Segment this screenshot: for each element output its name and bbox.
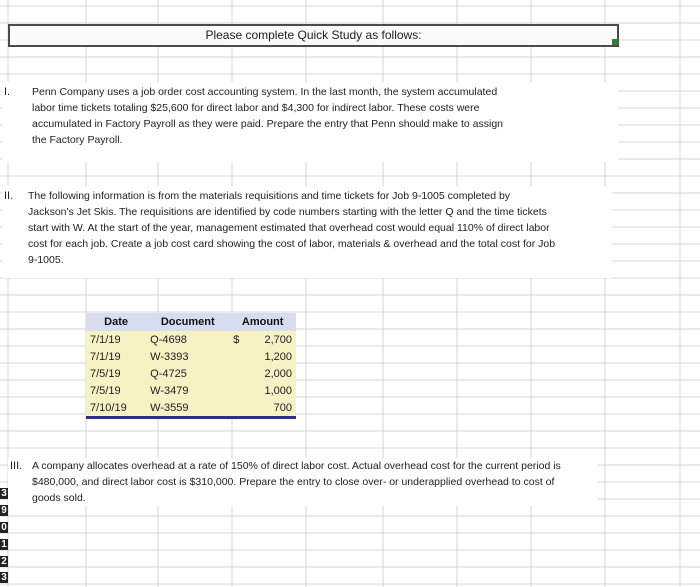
question-2-cell[interactable] <box>2 186 612 278</box>
question-2-line: The following information is from the materials requisitions and time tickets for Job 9-1005 completed by <box>28 190 511 202</box>
question-3-cell[interactable] <box>8 458 598 506</box>
table-row[interactable] <box>86 365 296 382</box>
job-requisitions-table <box>86 313 296 419</box>
amount-value: 2,700 <box>264 333 292 346</box>
table-row[interactable] <box>86 331 296 348</box>
table-row[interactable] <box>86 399 296 418</box>
row-header[interactable]: 1 <box>1 539 7 550</box>
date-cell[interactable]: 7/10/19 <box>86 399 146 418</box>
question-2-number: II. <box>4 190 14 202</box>
row-header[interactable]: 3 <box>1 488 7 499</box>
row-header[interactable]: 0 <box>1 522 7 533</box>
question-1-line: labor time tickets totaling $25,600 for direct labor and $4,300 for indirect labor. These costs were <box>32 102 480 114</box>
question-2-line: cost for each job. Create a job cost card showing the cost of labor, materials & overhead and the total cost for Job <box>28 238 556 250</box>
document-cell[interactable]: W-3559 <box>146 399 229 418</box>
question-1-number: I. <box>4 86 11 98</box>
amount-cell[interactable]: 1,000 <box>229 382 296 399</box>
selection-handle[interactable] <box>612 39 618 45</box>
row-header[interactable]: 3 <box>1 572 7 583</box>
date-cell[interactable]: 7/5/19 <box>86 365 146 382</box>
date-cell[interactable]: 7/5/19 <box>86 382 146 399</box>
amount-cell[interactable]: 1,200 <box>229 348 296 365</box>
question-3-number: III. <box>10 460 23 472</box>
table-row[interactable] <box>86 348 296 365</box>
document-cell[interactable]: Q-4698 <box>146 331 229 348</box>
document-cell[interactable]: W-3393 <box>146 348 229 365</box>
question-2-line: Jackson's Jet Skis. The requisitions are identified by code numbers starting with the letter Q and the time tickets <box>28 206 547 218</box>
table-row[interactable] <box>86 382 296 399</box>
column-header-amount: Amount <box>229 313 296 331</box>
row-header[interactable]: 2 <box>1 556 7 567</box>
column-header-date: Date <box>86 313 146 331</box>
question-3-line: $480,000, and direct labor cost is $310,000. Prepare the entry to close over- or underapplied overhead to cost of <box>32 476 555 488</box>
question-1-cell[interactable] <box>2 82 618 162</box>
question-2-line: 9-1005. <box>28 254 64 266</box>
document-cell[interactable]: Q-4725 <box>146 365 229 382</box>
date-cell[interactable]: 7/1/19 <box>86 331 146 348</box>
date-cell[interactable]: 7/1/19 <box>86 348 146 365</box>
row-header[interactable]: 9 <box>1 505 7 516</box>
question-2-line: start with W. At the start of the year, management estimated that overhead cost would equal 110% of direct labor <box>28 222 550 234</box>
question-1-line: the Factory Payroll. <box>32 134 123 146</box>
question-3-line: A company allocates overhead at a rate of 150% of direct labor cost. Actual overhead cost for the current period is <box>32 460 561 472</box>
instruction-header[interactable] <box>8 24 619 47</box>
document-cell[interactable]: W-3479 <box>146 382 229 399</box>
column-header-document: Document <box>146 313 229 331</box>
amount-cell[interactable]: 700 <box>229 399 296 418</box>
question-1-line: Penn Company uses a job order cost accounting system. In the last month, the system accumulated <box>32 86 498 98</box>
table-header-row <box>86 313 296 331</box>
question-3-line: goods sold. <box>32 492 86 504</box>
amount-cell[interactable] <box>229 331 296 348</box>
currency-symbol: $ <box>233 333 240 346</box>
question-1-line: accumulated in Factory Payroll as they were paid. Prepare the entry that Penn should make to assign <box>32 118 504 130</box>
header-title: Please complete Quick Study as follows: <box>205 28 422 42</box>
amount-cell[interactable]: 2,000 <box>229 365 296 382</box>
